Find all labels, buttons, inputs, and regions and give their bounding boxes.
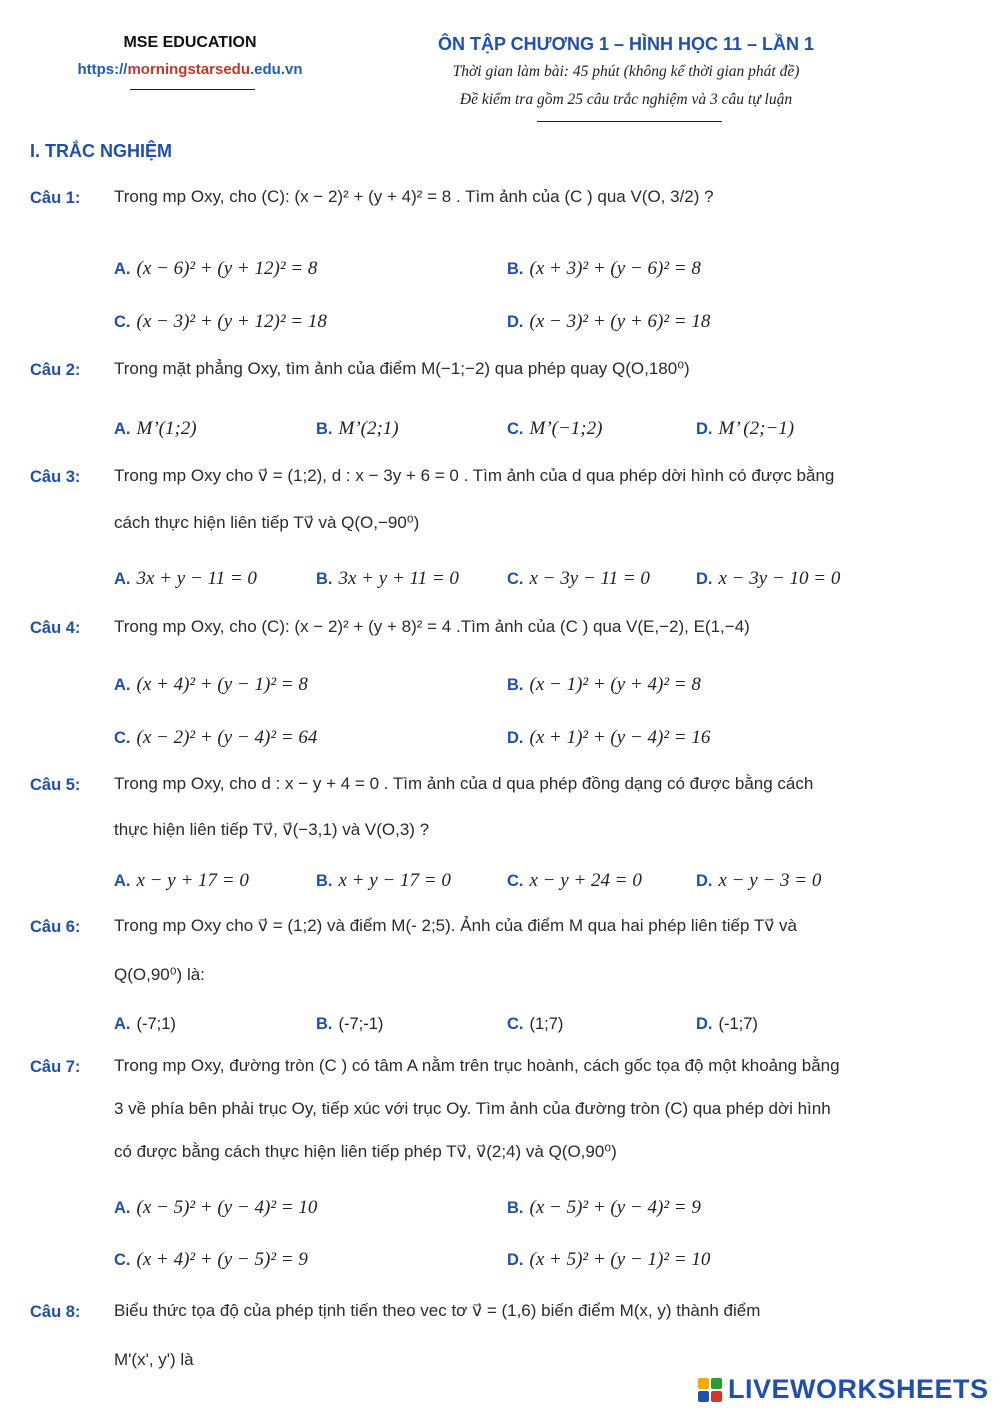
option-d[interactable]: [507, 1249, 710, 1271]
option-a[interactable]: [114, 870, 249, 892]
option-value: (-7;1): [136, 1015, 176, 1033]
option-d[interactable]: [696, 568, 840, 590]
url-suffix: .edu.vn: [250, 61, 303, 78]
option-letter: C.: [114, 1251, 131, 1269]
question-text-cont: thực hiện liên tiếp Tv⃗, v⃗(−3,1) và V(O,3) ?: [114, 820, 430, 839]
option-value: (x + 1)² + (y − 4)² = 16: [529, 727, 711, 748]
option-value: (1;7): [529, 1015, 564, 1033]
liveworksheets-mark-icon: [698, 1378, 722, 1402]
url-main: morningstarsedu: [127, 61, 250, 78]
question-text-cont: Q(O,90⁰) là:: [114, 965, 205, 984]
watermark-text: LIVEWORKSHEETS: [728, 1374, 989, 1404]
question-text: Trong mp Oxy, đường tròn (C ) có tâm A nằm trên trục hoành, cách gốc tọa độ một khoảng bằng: [114, 1056, 840, 1075]
option-value: (x + 4)² + (y − 5)² = 9: [136, 1249, 308, 1270]
question-label: Câu 3:: [30, 468, 81, 486]
option-value: (x − 3)² + (y + 12)² = 18: [136, 311, 327, 332]
option-letter: A.: [114, 1199, 131, 1217]
option-letter: C.: [507, 1015, 524, 1033]
question-label: Câu 8:: [30, 1303, 81, 1321]
question-text: Trong mp Oxy cho v⃗ = (1;2) và điểm M(- 2;5). Ảnh của điểm M qua hai phép liên tiếp Tv⃗ và: [114, 916, 797, 935]
url-prefix: https://: [77, 61, 128, 78]
option-b[interactable]: [507, 674, 701, 696]
question-text: Trong mp Oxy, cho (C): (x − 2)² + (y + 8)² = 4 .Tìm ảnh của (C ) qua V(E,−2), E(1,−4): [114, 617, 750, 636]
option-value: (-7;-1): [338, 1015, 384, 1033]
option-letter: A.: [114, 420, 131, 438]
option-letter: A.: [114, 1015, 131, 1033]
option-value: x − 3y − 10 = 0: [718, 568, 841, 589]
option-b[interactable]: [316, 870, 451, 892]
option-value: M’ (2;−1): [718, 418, 795, 439]
time-note: Thời gian làm bài: 45 phút (không kể thời gian phát đề): [452, 63, 800, 80]
question-text: Trong mp Oxy, cho (C): (x − 2)² + (y + 4)² = 8 . Tìm ảnh của (C ) qua V(O, 3/2) ?: [114, 187, 714, 206]
question-text-cont: có được bằng cách thực hiện liên tiếp phép Tv⃗, v⃗(2;4) và Q(O,90⁰): [114, 1142, 617, 1161]
option-value: x + y − 17 = 0: [338, 870, 451, 891]
option-a[interactable]: [114, 1197, 317, 1219]
option-b[interactable]: [507, 258, 701, 280]
option-letter: D.: [696, 570, 713, 588]
option-value: (-1;7): [718, 1015, 758, 1033]
option-value: (x − 2)² + (y − 4)² = 64: [136, 727, 318, 748]
option-c[interactable]: [507, 1015, 563, 1034]
option-value: 3x + y − 11 = 0: [136, 568, 257, 589]
option-value: (x − 5)² + (y − 4)² = 9: [529, 1197, 701, 1218]
question-label: Câu 7:: [30, 1058, 81, 1076]
option-d[interactable]: [696, 870, 821, 892]
option-letter: B.: [316, 420, 333, 438]
question-text: Trong mp Oxy cho v⃗ = (1;2), d : x − 3y + 6 = 0 . Tìm ảnh của d qua phép dời hình có được bằng: [114, 466, 835, 485]
question-text-cont: M'(x', y') là: [114, 1350, 194, 1369]
question-text: Biểu thức tọa độ của phép tịnh tiến theo vec tơ v⃗ = (1,6) biến điểm M(x, y) thành điểm: [114, 1301, 761, 1320]
option-c[interactable]: [507, 418, 602, 440]
option-b[interactable]: [316, 1015, 383, 1034]
section-title: I. TRẮC NGHIỆM: [30, 141, 172, 161]
option-letter: D.: [507, 729, 524, 747]
option-letter: B.: [316, 1015, 333, 1033]
option-c[interactable]: [114, 727, 317, 749]
option-b[interactable]: [507, 1197, 701, 1219]
question-label: Câu 1:: [30, 189, 81, 207]
option-a[interactable]: [114, 674, 308, 696]
option-d[interactable]: [696, 418, 794, 440]
option-letter: C.: [507, 570, 524, 588]
structure-note: Đề kiểm tra gồm 25 câu trắc nghiệm và 3 câu tự luận: [459, 91, 793, 108]
question-label: Câu 2:: [30, 361, 81, 379]
page-title: ÔN TẬP CHƯƠNG 1 – HÌNH HỌC 11 – LẦN 1: [437, 34, 815, 54]
option-a[interactable]: [114, 258, 317, 280]
option-letter: B.: [316, 570, 333, 588]
option-value: x − y + 24 = 0: [529, 870, 642, 891]
question-text: Trong mặt phẳng Oxy, tìm ảnh của điểm M(−1;−2) qua phép quay Q(O,180⁰): [114, 359, 690, 378]
option-value: (x − 3)² + (y + 6)² = 18: [529, 311, 711, 332]
option-value: x − y − 3 = 0: [718, 870, 822, 891]
question-label: Câu 4:: [30, 619, 81, 637]
option-letter: A.: [114, 260, 131, 278]
header-rule-right: [537, 121, 722, 122]
option-d[interactable]: [507, 311, 710, 333]
option-value: x − 3y − 11 = 0: [529, 568, 650, 589]
option-letter: D.: [507, 313, 524, 331]
option-letter: C.: [507, 872, 524, 890]
header-rule-left: [130, 89, 255, 90]
option-value: (x − 6)² + (y + 12)² = 8: [136, 258, 318, 279]
option-c[interactable]: [507, 568, 650, 590]
option-letter: A.: [114, 872, 131, 890]
option-letter: B.: [507, 1199, 524, 1217]
website-link[interactable]: [40, 61, 340, 78]
question-label: Câu 5:: [30, 776, 81, 794]
option-letter: A.: [114, 570, 131, 588]
option-value: (x − 5)² + (y − 4)² = 10: [136, 1197, 318, 1218]
option-letter: C.: [507, 420, 524, 438]
option-value: M’(2;1): [338, 418, 399, 439]
option-letter: D.: [696, 872, 713, 890]
option-c[interactable]: [114, 311, 327, 333]
option-value: M’(−1;2): [529, 418, 603, 439]
option-a[interactable]: [114, 568, 257, 590]
option-letter: A.: [114, 676, 131, 694]
option-letter: D.: [696, 420, 713, 438]
option-a[interactable]: [114, 1015, 176, 1034]
question-text-cont: cách thực hiện liên tiếp Tv⃗ và Q(O,−90⁰): [114, 513, 420, 532]
org-name: MSE EDUCATION: [123, 34, 257, 51]
option-value: (x − 1)² + (y + 4)² = 8: [529, 674, 701, 695]
option-a[interactable]: [114, 418, 197, 440]
option-value: (x + 4)² + (y − 1)² = 8: [136, 674, 308, 695]
option-value: (x + 3)² + (y − 6)² = 8: [529, 258, 701, 279]
option-letter: B.: [316, 872, 333, 890]
question-label: Câu 6:: [30, 918, 81, 936]
option-letter: B.: [507, 260, 524, 278]
option-letter: B.: [507, 676, 524, 694]
option-value: (x + 5)² + (y − 1)² = 10: [529, 1249, 711, 1270]
liveworksheets-logo: [698, 1374, 989, 1405]
option-value: 3x + y + 11 = 0: [338, 568, 459, 589]
option-d[interactable]: [507, 727, 710, 749]
option-letter: C.: [114, 313, 131, 331]
option-letter: C.: [114, 729, 131, 747]
option-c[interactable]: [114, 1249, 308, 1271]
option-value: x − y + 17 = 0: [136, 870, 249, 891]
question-text-cont: 3 về phía bên phải trục Oy, tiếp xúc với trục Oy. Tìm ảnh của đường tròn (C) qua phép dời hình: [114, 1099, 831, 1118]
option-b[interactable]: [316, 418, 399, 440]
option-c[interactable]: [507, 870, 642, 892]
option-value: M’(1;2): [136, 418, 197, 439]
question-text: Trong mp Oxy, cho d : x − y + 4 = 0 . Tìm ảnh của d qua phép đồng dạng có được bằng cách: [114, 774, 814, 793]
option-d[interactable]: [696, 1015, 758, 1034]
option-b[interactable]: [316, 568, 459, 590]
option-letter: D.: [507, 1251, 524, 1269]
option-letter: D.: [696, 1015, 713, 1033]
